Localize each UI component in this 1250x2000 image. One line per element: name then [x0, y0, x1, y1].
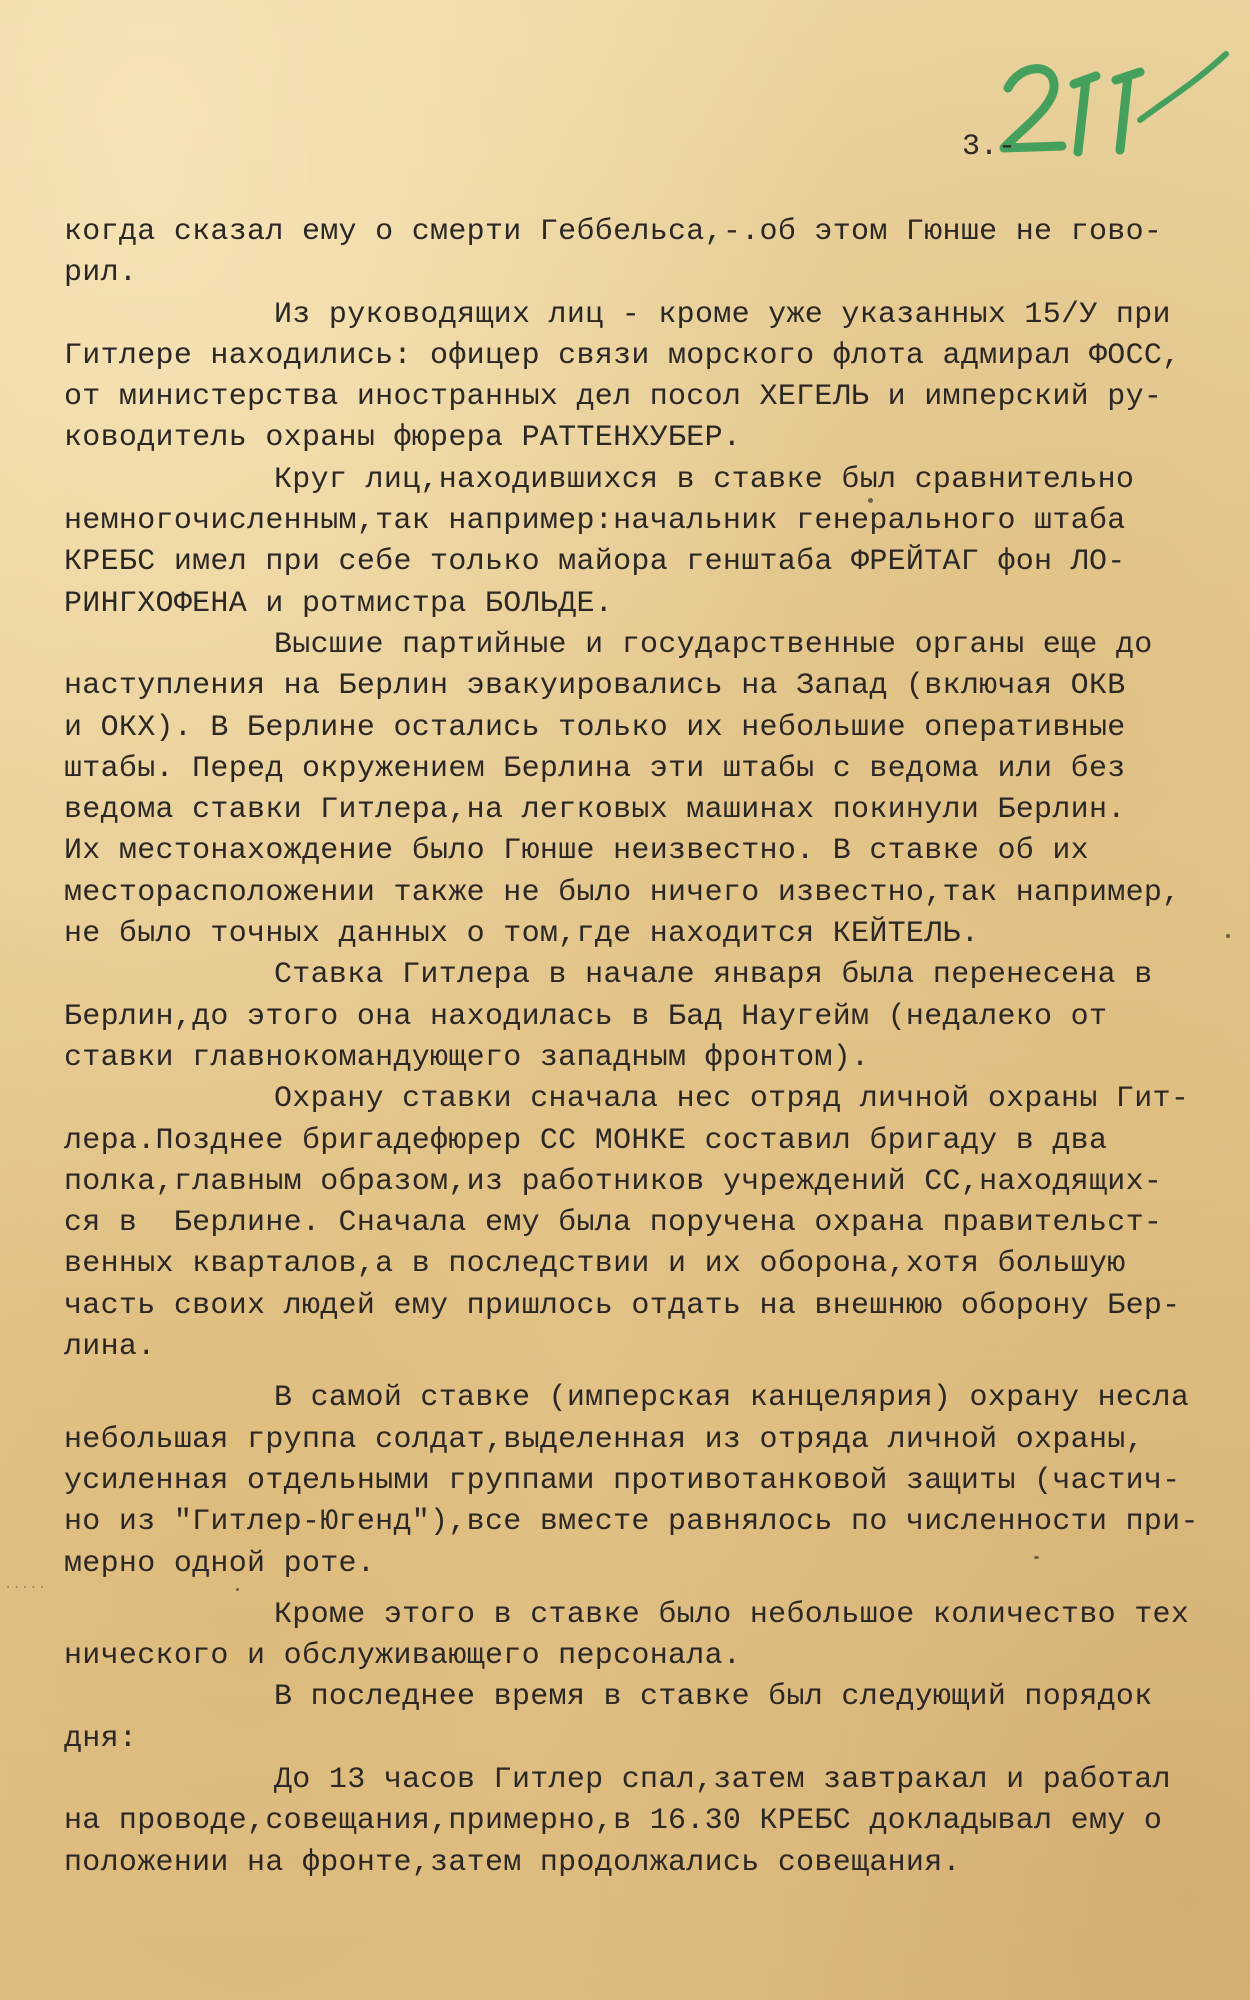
- text-line: Гитлере находились: офицер связи морского флота адмирал ФОСС,: [64, 338, 1181, 373]
- text-line: немногочисленным,так например:начальник генерального штаба: [64, 504, 1126, 539]
- text-line: небольшая группа солдат,выделенная из отряда личной охраны,: [64, 1422, 1144, 1457]
- margin-mark: ·····: [4, 1580, 47, 1596]
- text-line: ся в Берлине. Сначала ему была поручена охрана правительст-: [64, 1206, 1163, 1241]
- text-line: Высшие партийные и государственные органы еще до: [274, 627, 1153, 662]
- text-line: лина.: [64, 1330, 156, 1365]
- text-line: усиленная отдельными группами противотанковой защиты (частич-: [64, 1463, 1181, 1498]
- text-line: ководитель охраны фюрера РАТТЕНХУБЕР.: [64, 421, 742, 456]
- page-number: 3.-: [962, 130, 1017, 164]
- ink-speck: [236, 1588, 239, 1591]
- typewritten-text: [64, 212, 1214, 1884]
- text-line: но из "Гитлер-Югенд"),все вместе равнялось по численности при-: [64, 1505, 1199, 1540]
- text-line: от министерства иностранных дел посол ХЕГЕЛЬ и имперский ру-: [64, 380, 1163, 415]
- ink-speck: [1226, 934, 1230, 938]
- text-line: когда сказал ему о смерти Геббельса,-.об этом Гюнше не гово-: [64, 215, 1163, 249]
- text-line: штабы. Перед окружением Берлина эти штабы с ведома или без: [64, 751, 1126, 786]
- text-line: на проводе,совещания,примерно,в 16.30 КРЕБС докладывал ему о: [64, 1804, 1163, 1839]
- text-line: ведома ставки Гитлера,на легковых машинах покинули Берлин.: [64, 793, 1126, 828]
- text-line: Из руководящих лиц - кроме уже указанных 15/У при: [274, 297, 1171, 332]
- folio-number-text: 271: [990, 50, 992, 51]
- text-line: До 13 часов Гитлер спал,затем завтракал и работал: [274, 1762, 1171, 1797]
- text-line: Кроме этого в ставке было небольшое количество тех: [274, 1597, 1190, 1632]
- text-line: РИНГХОФЕНА и ротмистра БОЛЬДЕ.: [64, 586, 614, 621]
- ink-speck: [1034, 1556, 1039, 1559]
- text-line: ставки главнокомандующего западным фронтом).: [64, 1040, 870, 1075]
- ink-speck: [868, 498, 873, 503]
- text-line: нического и обслуживающего персонала.: [64, 1639, 742, 1674]
- text-line: Их местонахождение было Гюнше неизвестно. В ставке об их: [64, 834, 1089, 869]
- text-line: мерно одной роте.: [64, 1546, 376, 1581]
- text-line: положении на фронте,затем продолжались совещания.: [64, 1845, 961, 1880]
- text-line: дня:: [64, 1721, 138, 1756]
- text-line: месторасположении также не было ничего известно,так например,: [64, 875, 1181, 910]
- text-line: часть своих людей ему пришлось отдать на внешнюю оборону Бер-: [64, 1288, 1181, 1323]
- text-line: рил.: [64, 256, 138, 291]
- text-line: Круг лиц,находившихся в ставке был сравнительно: [274, 462, 1135, 497]
- text-line: Берлин,до этого она находилась в Бад Наугейм (недалеко от: [64, 999, 1108, 1034]
- text-line: наступления на Берлин эвакуировались на Запад (включая ОКВ: [64, 669, 1126, 704]
- text-line: полка,главным образом,из работников учреждений СС,находящих-: [64, 1164, 1163, 1199]
- text-line: В самой ставке (имперская канцелярия) охрану несла: [274, 1381, 1190, 1416]
- text-line: не было точных данных о том,где находится КЕЙТЕЛЬ.: [64, 917, 980, 952]
- folio-number: [990, 50, 1230, 170]
- text-line: КРЕБС имел при себе только майора генштаба ФРЕЙТАГ фон ЛО-: [64, 545, 1126, 580]
- text-line: В последнее время в ставке был следующий порядок: [274, 1680, 1153, 1715]
- text-line: Охрану ставки сначала нес отряд личной охраны Гит-: [274, 1082, 1190, 1117]
- text-line: и ОКХ). В Берлине остались только их небольшие оперативные: [64, 710, 1126, 745]
- text-line: венных кварталов,а в последствии и их оборона,хотя большую: [64, 1247, 1126, 1282]
- text-line: Ставка Гитлера в начале января была перенесена в: [274, 958, 1153, 993]
- text-line: лера.Позднее бригадефюрер СС МОНКЕ составил бригаду в два: [64, 1123, 1108, 1158]
